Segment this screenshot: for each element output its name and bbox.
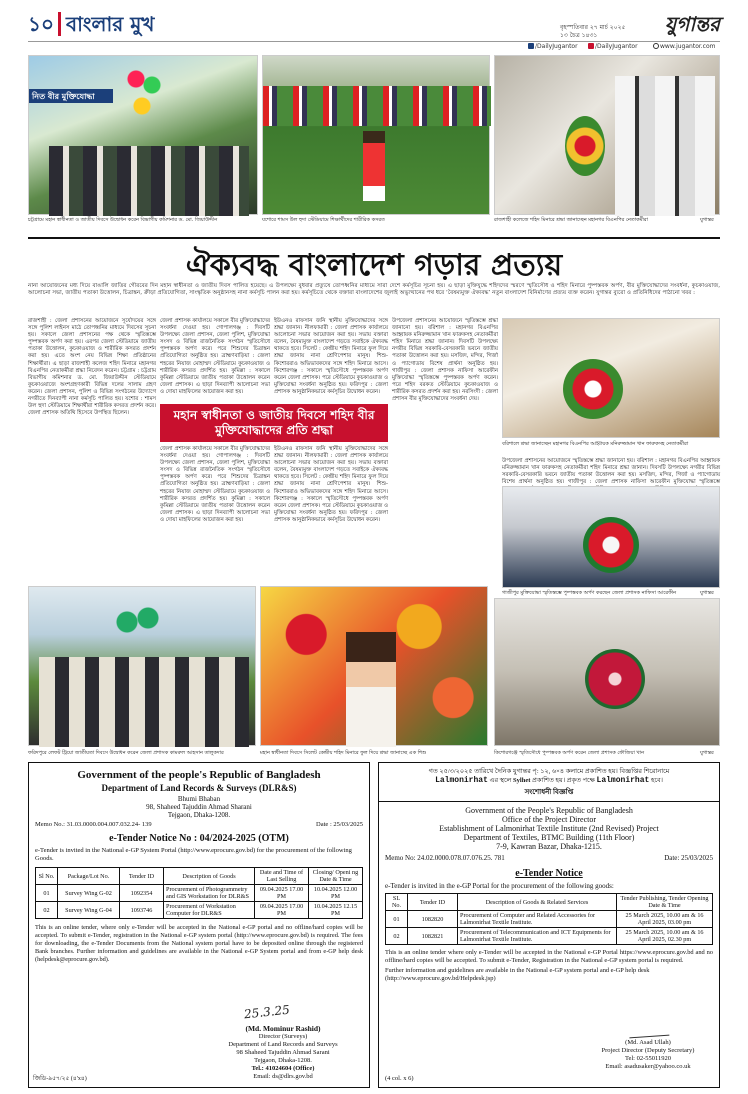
credit-photo-3: যুগান্তর [700, 217, 714, 223]
article-column-2-bottom: জেলা প্রশাসক কার্যালয়ে সকালে বীর মুক্তিযোদ্ধাদের সংবর্ধনা দেওয়া হয়। গোপালগঞ্জ : দিবসটি উপলক্ষ্যে জেলা প্রশাসন, জেলা পুলিশ, মুক্তিযোদ্ধা সংসদ ও বিভিন্ন রাজনৈতিক সংগঠন স্মৃতিসৌধে পুষ্পস্তবক অর্পণ করে। পরে শিশুদের চিত্রাঙ্কন প্রতিযোগিতা অনুষ্ঠিত হয়। ব্রাহ্মণবাড়িয়া : জেলা শহরের নিয়াজ মোহাম্মদ স্টেডিয়ামে কুচকাওয়াজ ও শারীরিক কসরত প্রদর্শিত হয়। কুমিল্লা : সকালে কুমিল্লা স্টেডিয়ামে জাতীয় পতাকা উত্তোলন করেন জেলা প্রশাসক। এ ছাড়া দিনব্যাপী আলোচনা সভা ও দোয়া মাহফিলের আয়োজন করা হয়। [160, 446, 270, 523]
photo-faridpur [28, 586, 256, 746]
ad-right-body2: Further information and guidelines are available in the National e-GP system portal and e-GP help desk (http://www.eprocure.gov.bd/Helpdesk.jsp) [385, 967, 650, 982]
ad-right-signature-block: (Md. Asad Ullah) Project Director (Deputy Secretary) Tel: 02-55011920 Email: asadusaker@yahoo.co.uk [601, 1039, 695, 1070]
photo-chattogram [28, 55, 258, 215]
ad-textile-tender [378, 762, 720, 1088]
facebook-icon [528, 43, 534, 49]
ad-right-addr: 7-9, Kawran Bazar, Dhaka-1215. [496, 842, 602, 851]
ad-right-memo: Memo No: 24.02.0000.078.07.076.25. 781 [385, 854, 505, 862]
caption-bottom-photo-2: মহান স্বাধীনতা দিবসে সিলেট কেন্দ্রীয় শহিদ মিনারে ফুল দিয়ে শ্রদ্ধা জানাচ্ছে এক শিশু [260, 750, 427, 756]
table-row: 02 Survey Wing G-04 1093746 Procurement of Workstation Computer for DLR&S 09.04.2025 17.00 PM 10.04.2025 12.15 PM [36, 902, 363, 919]
photo-gazipur [502, 486, 720, 588]
caption-photo-2: যশোরে শামস উল হুদা স্টেডিয়ামে শিক্ষার্থীদের শারীরিক কসরত [262, 217, 385, 223]
section-title: বাংলার মুখ [66, 12, 155, 36]
ad-left-dept: Department of Land Records & Surveys (DLR&S) [101, 783, 297, 793]
table-header-row: Sl No. Package/Lot No. Tender ID Description of Goods Date and Time of Last Selling Closing/ Openi ng Date & Time [36, 868, 363, 885]
ad-dlrs-tender [28, 762, 370, 1088]
facebook-link[interactable]: /DailyJugantor [528, 43, 578, 50]
article-column-5: উপজেলা প্রশাসনের আয়োজনে স্মৃতিস্তম্ভে শ্রদ্ধা জানানো হয়। বরিশাল : মহানগর বিএনপির আহ্বায়ক মনিরুজ্জামান খান ফারুকসহ নেতাকর্মীরা শহিদ মিনারে শ্রদ্ধা জানান। দিবসটি উপলক্ষ্যে নগরীর বিভিন্ন সরকারি-বেসরকারি ভবনে জাতীয় পতাকা উত্তোলন করা হয়। মসজিদ, মন্দির, গির্জা ও প্যাগোডায় বিশেষ প্রার্থনা অনুষ্ঠিত হয়। গাজীপুর : জেলা প্রশাসক নাফিসা আরেফীন মুক্তিযোদ্ধা স্মৃতিস্তম্ভে [502, 458, 720, 486]
caption-photo-3: রাজশাহী কলেজে শহিদ মিনারে শ্রদ্ধা জানাচ্ছেন মহানগর বিএনপির নেতাকর্মীরা [494, 217, 649, 223]
ad-right-table [385, 893, 713, 945]
table-row: 01 Survey Wing G-02 1092354 Procurement of Photogrammetry and GIS Workstation for DLR&S 09.04.2025 17.00 PM 10.04.2025 12.00 PM [36, 885, 363, 902]
ad-right-cols: (4 col. x 6) [385, 1075, 414, 1082]
photo-kishoreganj [494, 598, 720, 746]
date-line-2: ১৩ চৈত্র ১৪৩১ [560, 32, 598, 39]
page-number: ১০ [28, 12, 54, 36]
caption-bottom-photo-1: ফরিদপুরে লেফট ট্রিয়ো জাতীয়তা দিবসে উদ্বোধন করেন জেলা প্রশাসক কামরুল আহসান তালুকদার [28, 750, 224, 756]
youtube-link[interactable]: /DailyJugantor [588, 43, 638, 50]
photo-jashore [262, 55, 490, 215]
ad-right-signature-mark [629, 1024, 670, 1039]
ad-right-correction-title: সংশোধনী বিজ্ঞপ্তি [524, 788, 574, 796]
ad-right-correction: গত ২৫/৩/২০২৫ তারিখে দৈনিক যুগান্তর পৃ: ১২, ৬×৪ কলামে প্রকাশিত হয়। বিজ্ঞপ্তির শিরোনামে Lalmonirhat এর স্থলে Sylhet প্রকাশিত হয়। প্রকৃত পক্ষে Lalmonirhat হবে। [428, 768, 670, 785]
photo-overlay-banner: নিত বীর মুক্তিযোদ্ধা [29, 89, 113, 103]
date-line-1: বৃহস্পতিবার ২৭ মার্চ ২০২৫ [560, 24, 626, 31]
globe-icon [653, 43, 659, 49]
ad-right-project1: Establishment of Lalmonirhat Textile Institute (2nd Revised) Project [439, 824, 659, 833]
photo-barishal [502, 318, 720, 438]
ad-left-signature: 25.3.25 [243, 1002, 291, 1022]
ad-right-office: Office of the Project Director [501, 815, 597, 824]
table-header-row: SL No. Tender ID Description of Goods & Related Services Tender Publishing, Tender Opening Date & Time [386, 894, 713, 911]
table-row: 01 1082820 Procurement of Computer and Related Accessories for Lalmonirhat Textile Institute. 25 March 2025, 10.00 am & 16 April 2025, 03.00 pm [386, 911, 713, 928]
article-column-1: রাজশাহী : জেলা প্রশাসনের আয়োজনে সূর্যোদয়ের সঙ্গে সঙ্গে পুলিশ লাইনস মাঠে তোপধ্বনির মাধ্যমে দিবসের সূচনা হয়। সকালে জেলা প্রশাসনের পক্ষ থেকে স্মৃতিস্তম্ভে পুষ্পস্তবক অর্পণ করা হয়। এরপর জেলা স্টেডিয়ামে জাতীয় পতাকা উত্তোলন, কুচকাওয়াজ ও শারীরিক কসরত প্রদর্শন করা হয়। এতে অংশ নেয় বিভিন্ন শিক্ষা প্রতিষ্ঠানের শিক্ষার্থীরা। এ ছাড়া রাজশাহী কলেজ শহিদ মিনারে মহানগর বিএনপির নেতাকর্মীরা শ্রদ্ধা নিবেদন করেন। চট্টগ্রাম : চট্টগ্রাম বিভাগীয় কমিশনার ড. মো. জিয়াউদ্দীন স্টেডিয়ামে কুচকাওয়াজে অংশগ্রহণকারী বিভিন্ন দলের সালাম গ্রহণ করেন। জেলা প্রশাসন, পুলিশ ও বিভিন্ন সংগঠনের উদ্যোগে নগরীতে দিনব্যাপী নানা কর্মসূচি পালিত হয়। যশোর : শামস উল হুদা স্টেডিয়ামে শিক্ষার্থীরা শারীরিক কসরত প্রদর্শন করে। জেলা প্রশাসক অতিথি হিসেবে উপস্থিত ছিলেন। [28, 318, 156, 417]
ad-left-intro: e-Tender is invited in the National e-GP System Portal (http://www.eprocure.gov.bd) for the procurement of the following Goods. [35, 847, 352, 862]
caption-right-photo-2: গাজীপুর মুক্তিযোদ্ধা স্মৃতিস্তম্ভে পুষ্পস্তবক অর্পণ করছেন জেলা প্রশাসক নাফিসা আরেফীন [502, 590, 677, 596]
ad-right-intro: e-Tender is invited in the e-GP Portal for the procurement of the following goods: [385, 882, 614, 890]
ad-right-date: Date: 25/03/2025 [664, 854, 713, 862]
youtube-icon [588, 43, 594, 49]
website-link[interactable]: www.jugantor.com [653, 43, 716, 50]
social-bar [28, 43, 720, 53]
caption-photo-1: চট্টগ্রামে মহান স্বাধীনতা ও জাতীয় দিবসে উদ্বোধন করেন বিভাগীয় কমিশনার ড. মো. জিয়াউদ্দীন [28, 217, 218, 223]
ad-left-signature-block: (Md. Mominur Rashid) Director (Surveys) Department of Land Records and Surveys 98 Shaheed Tajuddin Ahmad Sarani Tejgaon, Dhaka-1208. Tel.: 41024604 (Office) Email: ds@dlrs.gov.bd [228, 1024, 338, 1080]
ad-left-table [35, 867, 363, 919]
ad-left-memo: Memo No.: 31.03.0000.004.007.032.24- 139 [35, 821, 152, 828]
caption-right-photo-1: বরিশালে শ্রদ্ধা জানাচ্ছেন মহানগর বিএনপির আহ্বায়ক মনিরুজ্জামান খান ফারুকসহ নেতাকর্মীরা [502, 441, 689, 447]
credit-right-photo-2: যুগান্তর [700, 590, 714, 596]
article-intro: নানা আয়োজনের মধ্য দিয়ে বাঙালি জাতির গৌরবের দিন মহান স্বাধীনতা ও জাতীয় দিবস পালিত হয়েছে। এ উপলক্ষ্যে বুধবার প্রত্যুষে তোপধ্বনির মাধ্যমে সারা দেশে কর্মসূচির সূচনা হয়। এ ছাড়া মুক্তিযুদ্ধে শহিদদের স্মরণে স্মৃতিসৌধ ও শহিদ মিনারে পুষ্পস্তবক অর্পণ, বীর মুক্তিযোদ্ধাদের সংবর্ধনা, কুচকাওয়াজ, আলোচনা সভা, জাতীয় পতাকা উত্তোলন, চিত্রাঙ্কন, ক্রীড়া প্রতিযোগিতা, সাংস্কৃতিক অনুষ্ঠানসহ নানা কর্মসূচি পালন করা হয়। কর্মসূচিতে থেকে বক্তারা বাংলাদেশের জুলাই অভ্যুত্থানের পথ ধরে ‘বৈষম্যমুক্ত ঐক্যবদ্ধ’ নতুন বাংলাদেশ বিনির্মাণের প্রত্যয় ব্যক্ত করেন। যুগান্তর ব্যুরো ও প্রতিনিধিদের পাঠানো খবর : [28, 283, 720, 297]
article-column-2-top: জেলা প্রশাসক কার্যালয়ে সকালে বীর মুক্তিযোদ্ধাদের সংবর্ধনা দেওয়া হয়। গোপালগঞ্জ : দিবসটি উপলক্ষ্যে জেলা প্রশাসন, জেলা পুলিশ, মুক্তিযোদ্ধা সংসদ ও বিভিন্ন রাজনৈতিক সংগঠন স্মৃতিসৌধে পুষ্পস্তবক অর্পণ করে। পরে শিশুদের চিত্রাঙ্কন প্রতিযোগিতা অনুষ্ঠিত হয়। ব্রাহ্মণবাড়িয়া : জেলা শহরের নিয়াজ মোহাম্মদ স্টেডিয়ামে কুচকাওয়াজ ও শারীরিক কসরত প্রদর্শিত হয়। কুমিল্লা : সকালে কুমিল্লা স্টেডিয়ামে জাতীয় পতাকা উত্তোলন করেন জেলা প্রশাসক। এ ছাড়া দিনব্যাপী আলোচনা সভা ও দোয়া মাহফিলের আয়োজন করা হয়। [160, 318, 270, 395]
ad-right-gov: Government of the People's Republic of Bangladesh [465, 806, 633, 815]
red-subhead-box: মহান স্বাধীনতা ও জাতীয় দিবসে শহিদ বীর মুক্তিযোদ্ধাদের প্রতি শ্রদ্ধা [160, 404, 388, 442]
newspaper-logo: যুগান্তর [664, 12, 720, 36]
photo-sylhet [260, 586, 488, 746]
ad-left-body: This is an online tender, where only e-Tender will be accepted in the National e-GP portal and no offline/hard copies will be accepted. To submit e-Tender, registration in the National e-GP system portal (http://www.eprocure.gov.bd) is required. The fees for downloading, the e-Tender Documents from the National system portal have to be deposited online through the registered Bank branches. Further information and guidelines are available in the National e-GP System portal and from e-GP help desk (helpdesk@eprocure.gov.bd). [35, 924, 363, 963]
ad-left-date: Date : 25/03/2025 [316, 821, 363, 828]
ad-left-gov: Government of the people's Republic of Bangladesh [77, 769, 321, 781]
article-column-3-top: ইউএনও রাফসান জনি স্থানীয় মুক্তিযোদ্ধাদের সঙ্গে শ্রদ্ধা জানান। নীলফামারী : জেলা প্রশাসক কার্যালয়ে আলোচনা সভার আয়োজন করা হয়। সভায় বক্তারা বলেন, বৈষম্যমুক্ত বাংলাদেশ গড়তে সবাইকে ঐক্যবদ্ধ থাকতে হবে। সিলেট : কেন্দ্রীয় শহিদ মিনারে ফুল দিয়ে শ্রদ্ধা জানায় নানা শ্রেণিপেশার মানুষ। শিশু-কিশোররাও অভিভাবকদের সঙ্গে শহিদ মিনারে আসে। কিশোরগঞ্জ : সকালে স্মৃতিসৌধে পুষ্পস্তবক অর্পণ করেন জেলা প্রশাসক। পরে স্টেডিয়ামে কুচকাওয়াজ ও মুক্তিযোদ্ধা সংবর্ধনা অনুষ্ঠিত হয়। ফরিদপুর : জেলা প্রশাসক আনুষ্ঠানিকভাবে কর্মসূচির উদ্বোধন করেন। [274, 318, 388, 395]
photo-rajshahi [494, 55, 720, 215]
ad-right-project2: Department of Textiles, BTMC Building (11th Floor) [463, 833, 635, 842]
header-divider [58, 12, 61, 36]
article-column-3-bottom: ইউএনও রাফসান জনি স্থানীয় মুক্তিযোদ্ধাদের সঙ্গে শ্রদ্ধা জানান। নীলফামারী : জেলা প্রশাসক কার্যালয়ে আলোচনা সভার আয়োজন করা হয়। সভায় বক্তারা বলেন, বৈষম্যমুক্ত বাংলাদেশ গড়তে সবাইকে ঐক্যবদ্ধ থাকতে হবে। সিলেট : কেন্দ্রীয় শহিদ মিনারে ফুল দিয়ে শ্রদ্ধা জানায় নানা শ্রেণিপেশার মানুষ। শিশু-কিশোররাও অভিভাবকদের সঙ্গে শহিদ মিনারে আসে। কিশোরগঞ্জ : সকালে স্মৃতিসৌধে পুষ্পস্তবক অর্পণ করেন জেলা প্রশাসক। পরে স্টেডিয়ামে কুচকাওয়াজ ও মুক্তিযোদ্ধা সংবর্ধনা অনুষ্ঠিত হয়। ফরিদপুর : জেলা প্রশাসক আনুষ্ঠানিকভাবে কর্মসূচির উদ্বোধন করেন। [274, 446, 388, 523]
ad-right-title: e-Tender Notice [515, 868, 583, 879]
table-row: 02 1082821 Procurement of Telecommunication and ICT Equipments for Lalmonirhat Textile Institute. 25 March 2025, 10.00 am & 16 April 2025, 02.30 pm [386, 928, 713, 945]
caption-bottom-photo-3: কিশোরগঞ্জে স্মৃতিসৌধে পুষ্পস্তবক অর্পণ করেন জেলা প্রশাসক ফৌজিয়া খান [494, 750, 645, 756]
article-column-4: উপজেলা প্রশাসনের আয়োজনে স্মৃতিস্তম্ভে শ্রদ্ধা জানানো হয়। বরিশাল : মহানগর বিএনপির আহ্বায়ক মনিরুজ্জামান খান ফারুকসহ নেতাকর্মীরা শহিদ মিনারে শ্রদ্ধা জানান। দিবসটি উপলক্ষ্যে নগরীর বিভিন্ন সরকারি-বেসরকারি ভবনে জাতীয় পতাকা উত্তোলন করা হয়। মসজিদ, মন্দির, গির্জা ও প্যাগোডায় বিশেষ প্রার্থনা অনুষ্ঠিত হয়। গাজীপুর : জেলা প্রশাসক নাফিসা আরেফীন মুক্তিযোদ্ধা স্মৃতিস্তম্ভে পুষ্পস্তবক অর্পণ করেন। পরে শহিদ বরকত স্টেডিয়ামে কুচকাওয়াজ ও শারীরিক কসরত প্রদর্শন করা হয়। নরসিংদী : জেলা প্রশাসন বীর মুক্তিযোদ্ধাদের সংবর্ধনা দেয়। [392, 318, 498, 403]
ad-left-addr2: 98, Shaheed Tajuddin Ahmad Sharani [146, 803, 252, 811]
ad-left-title: e-Tender Notice No : 04/2024-2025 (OTM) [109, 833, 289, 844]
ad-left-code: জিডি-৯৫৭/২৫ (৪'x৪) [33, 1076, 87, 1082]
headline: ঐক্যবদ্ধ বাংলাদেশ গড়ার প্রত্যয় [28, 237, 720, 279]
ad-left-addr3: Tejgaon, Dhaka-1208. [167, 811, 231, 819]
credit-bottom-photo-3: যুগান্তর [700, 750, 714, 756]
ad-right-body1: This is an online tender where only e-Tender will be accepted in the National e-GP Portal https://www.eprocure.gov.bd and no offline/hard copies will be accepted. To submit e-Tender, Registration in the National e-GP system portal is required. [385, 949, 713, 964]
ad-left-addr1: Bhumi Bhaban [177, 795, 221, 803]
